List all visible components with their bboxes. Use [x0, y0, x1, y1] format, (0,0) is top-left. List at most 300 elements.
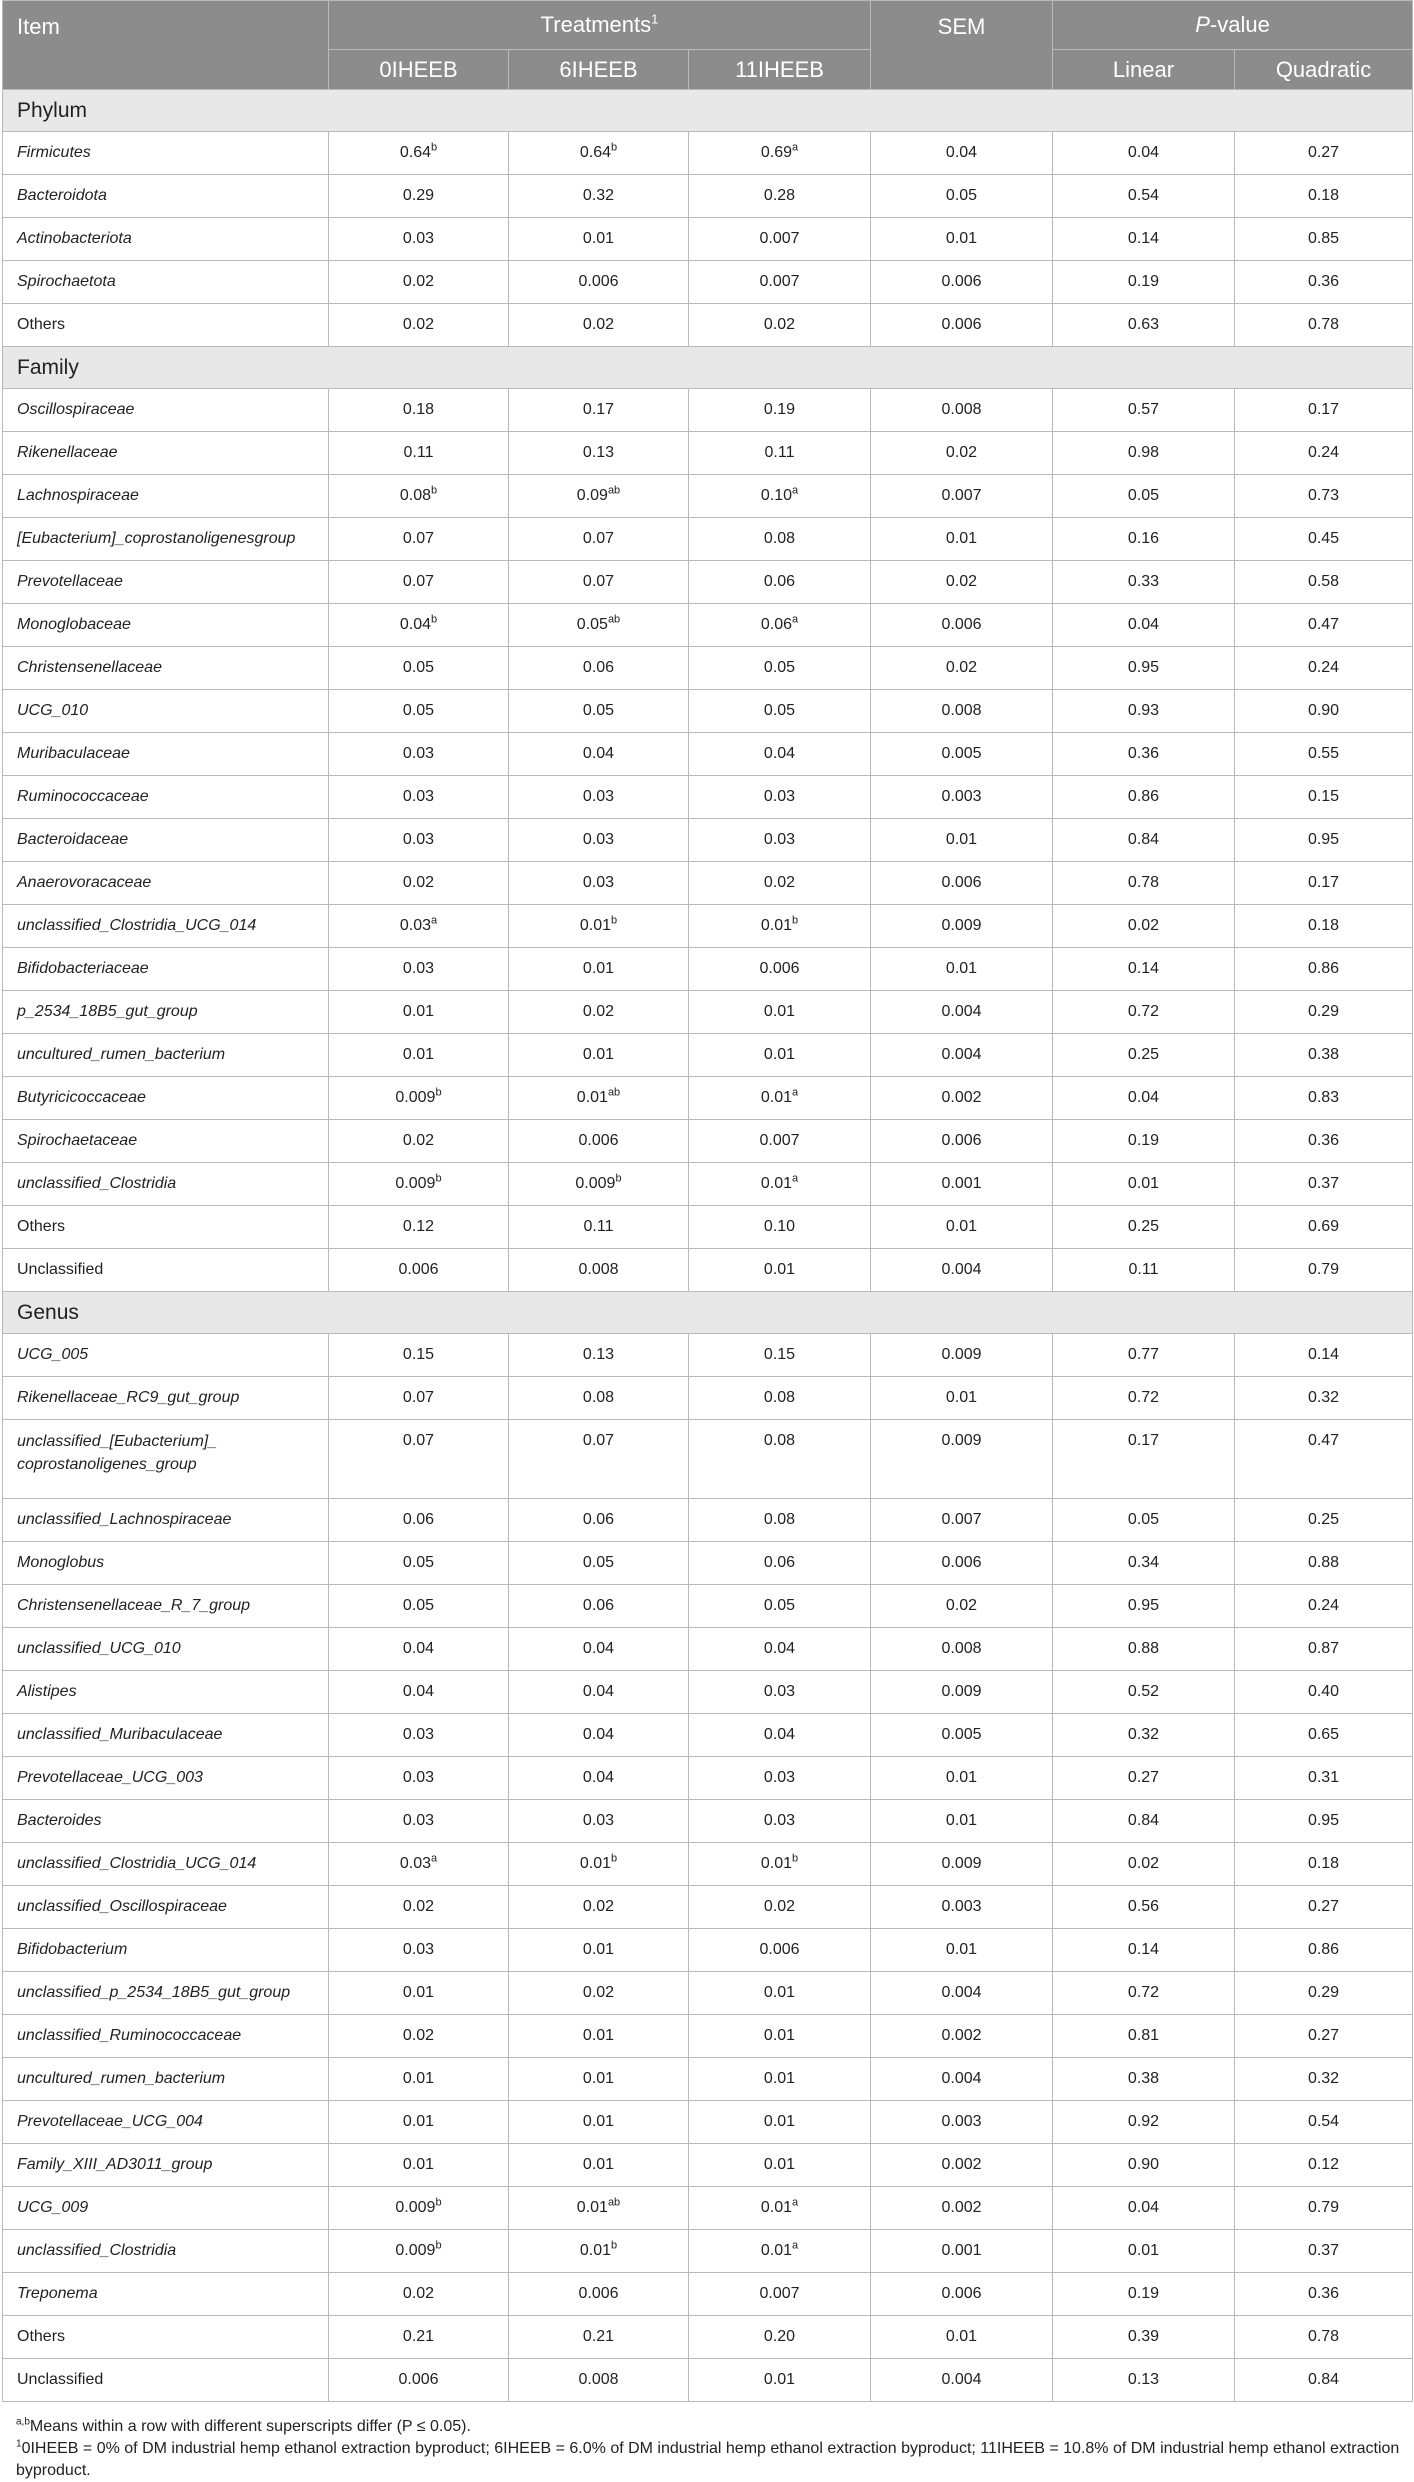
cell-superscript: a	[792, 1086, 799, 1099]
cell-quadratic	[1235, 175, 1413, 218]
cell-quadratic	[1235, 647, 1413, 690]
cell-6ihee	[509, 733, 689, 776]
cell-0ihee	[329, 1206, 509, 1249]
header-pvalue-rest: -value	[1209, 12, 1270, 37]
cell-quadratic	[1235, 389, 1413, 432]
cell-value: 0.81	[1127, 2027, 1160, 2044]
cell-value: 0.06	[760, 616, 792, 633]
cell-quadratic	[1235, 1334, 1413, 1377]
table-row	[3, 1714, 1413, 1757]
cell-value: 0.14	[1307, 1346, 1340, 1363]
cell-0ihee	[329, 1972, 509, 2015]
cell-quadratic	[1235, 905, 1413, 948]
header-col-6: 6IHEEB	[509, 50, 689, 90]
cell-value: 0.78	[1127, 874, 1160, 891]
cell-superscript: b	[611, 2239, 618, 2252]
cell-0ihee	[329, 819, 509, 862]
cell-6ihee	[509, 905, 689, 948]
cell-0ihee	[329, 991, 509, 1034]
row-label-text: Actinobacteriota	[17, 230, 132, 247]
cell-sem	[871, 2015, 1053, 2058]
cell-value: 0.01	[579, 1855, 611, 1872]
cell-value: 0.19	[1127, 1132, 1160, 1149]
cell-quadratic	[1235, 1206, 1413, 1249]
cell-value: 0.06	[582, 1511, 615, 1528]
cell-11ihee	[689, 1843, 871, 1886]
cell-value: 0.01	[582, 1046, 615, 1063]
cell-0ihee	[329, 1163, 509, 1206]
row-label-text: [Eubacterium]_coprostanoligenesgroup	[17, 530, 296, 547]
cell-0ihee	[329, 261, 509, 304]
cell-value: 0.01	[582, 230, 615, 247]
cell-superscript: ab	[607, 484, 621, 497]
cell-value: 0.83	[1307, 1089, 1340, 1106]
row-label	[3, 1929, 329, 1972]
cell-6ihee	[509, 1886, 689, 1929]
cell-value: 0.19	[763, 401, 796, 418]
cell-value: 0.72	[1127, 1003, 1160, 1020]
cell-value: 0.37	[1307, 2242, 1340, 2259]
cell-value: 0.29	[402, 187, 435, 204]
cell-value: 0.02	[402, 273, 435, 290]
cell-value: 0.008	[941, 1640, 982, 1657]
cell-quadratic	[1235, 1671, 1413, 1714]
cell-value: 0.05	[763, 659, 796, 676]
cell-value: 0.63	[1127, 316, 1160, 333]
cell-0ihee	[329, 2187, 509, 2230]
cell-value: 0.02	[402, 2027, 435, 2044]
cell-value: 0.03	[763, 788, 796, 805]
header-treatments	[329, 1, 871, 50]
cell-value: 0.006	[578, 273, 619, 290]
cell-6ihee	[509, 647, 689, 690]
cell-linear	[1053, 432, 1235, 475]
table-row	[3, 1120, 1413, 1163]
cell-value: 0.36	[1307, 1132, 1340, 1149]
table-row	[3, 218, 1413, 261]
row-label	[3, 1800, 329, 1843]
data-table	[2, 0, 1413, 2402]
cell-value: 0.52	[1127, 1683, 1160, 1700]
footnotes	[16, 2416, 1406, 2482]
cell-value: 0.07	[402, 573, 435, 590]
cell-linear	[1053, 2144, 1235, 2187]
table-row	[3, 561, 1413, 604]
cell-sem	[871, 819, 1053, 862]
row-label-text: Christensenellaceae_R_7_group	[17, 1597, 251, 1614]
cell-6ihee	[509, 1249, 689, 1292]
cell-value: 0.01	[760, 1089, 792, 1106]
table-row	[3, 1034, 1413, 1077]
cell-value: 0.01	[582, 1941, 615, 1958]
row-label-text: Prevotellaceae	[17, 573, 123, 590]
cell-value: 0.007	[759, 2285, 800, 2302]
row-label	[3, 1585, 329, 1628]
cell-value: 0.02	[945, 1597, 978, 1614]
cell-sem	[871, 1929, 1053, 1972]
cell-value: 0.01	[763, 2371, 796, 2388]
cell-sem	[871, 2230, 1053, 2273]
table-row	[3, 1420, 1413, 1499]
cell-value: 0.007	[759, 230, 800, 247]
cell-11ihee	[689, 1249, 871, 1292]
cell-linear	[1053, 1628, 1235, 1671]
cell-0ihee	[329, 776, 509, 819]
row-label-text: Monoglobaceae	[17, 616, 131, 633]
cell-quadratic	[1235, 991, 1413, 1034]
cell-value: 0.01	[402, 2113, 435, 2130]
cell-quadratic	[1235, 1886, 1413, 1929]
cell-6ihee	[509, 561, 689, 604]
cell-quadratic	[1235, 2015, 1413, 2058]
cell-value: 0.007	[759, 1132, 800, 1149]
cell-value: 0.01	[763, 2070, 796, 2087]
cell-value: 0.58	[1307, 573, 1340, 590]
cell-superscript: b	[435, 2196, 442, 2209]
cell-value: 0.21	[582, 2328, 615, 2345]
cell-value: 0.08	[763, 530, 796, 547]
row-label-text: Ruminococcaceae	[17, 788, 149, 805]
cell-value: 0.28	[763, 187, 796, 204]
cell-0ihee	[329, 1671, 509, 1714]
cell-quadratic	[1235, 776, 1413, 819]
cell-value: 0.03	[763, 1683, 796, 1700]
cell-value: 0.03	[582, 874, 615, 891]
cell-sem	[871, 905, 1053, 948]
cell-value: 0.04	[582, 1769, 615, 1786]
row-label-text: Others	[17, 316, 66, 333]
cell-value: 0.05	[763, 702, 796, 719]
cell-value: 0.006	[941, 2285, 982, 2302]
cell-6ihee	[509, 1972, 689, 2015]
cell-quadratic	[1235, 1628, 1413, 1671]
cell-6ihee	[509, 1334, 689, 1377]
cell-value: 0.02	[582, 1984, 615, 2001]
cell-value: 0.03	[402, 1812, 435, 1829]
cell-11ihee	[689, 432, 871, 475]
header-sem: SEM	[871, 1, 1053, 90]
cell-value: 0.006	[941, 273, 982, 290]
cell-value: 0.009	[395, 2199, 436, 2216]
cell-sem	[871, 1120, 1053, 1163]
cell-value: 0.009	[941, 1346, 982, 1363]
cell-superscript: b	[431, 141, 438, 154]
cell-0ihee	[329, 304, 509, 347]
cell-value: 0.07	[582, 573, 615, 590]
row-label	[3, 1671, 329, 1714]
cell-value: 0.18	[1307, 917, 1340, 934]
cell-value: 0.84	[1307, 2371, 1340, 2388]
cell-6ihee	[509, 304, 689, 347]
cell-superscript: a	[792, 141, 799, 154]
cell-11ihee	[689, 1800, 871, 1843]
cell-value: 0.03	[402, 1769, 435, 1786]
cell-sem	[871, 733, 1053, 776]
table-body	[3, 90, 1413, 2402]
row-label-text: UCG_010	[17, 702, 89, 719]
cell-value: 0.04	[1127, 616, 1160, 633]
cell-superscript: b	[611, 1852, 618, 1865]
row-label-text: unclassified_Oscillospiraceae	[17, 1898, 227, 1915]
cell-value: 0.19	[1127, 273, 1160, 290]
row-label-text: Spirochaetota	[17, 273, 116, 290]
cell-value: 0.13	[1127, 2371, 1160, 2388]
row-label	[3, 690, 329, 733]
cell-sem	[871, 261, 1053, 304]
table-row	[3, 1377, 1413, 1420]
cell-value: 0.04	[1127, 2199, 1160, 2216]
table-row	[3, 862, 1413, 905]
cell-value: 0.02	[582, 1003, 615, 1020]
cell-value: 0.02	[763, 1898, 796, 1915]
cell-11ihee	[689, 647, 871, 690]
cell-11ihee	[689, 389, 871, 432]
cell-linear	[1053, 1585, 1235, 1628]
cell-0ihee	[329, 1249, 509, 1292]
cell-value: 0.01	[763, 2113, 796, 2130]
cell-value: 0.15	[763, 1346, 796, 1363]
cell-quadratic	[1235, 2316, 1413, 2359]
row-label	[3, 1542, 329, 1585]
cell-6ihee	[509, 1120, 689, 1163]
cell-0ihee	[329, 218, 509, 261]
row-label-text: Unclassified	[17, 1261, 104, 1278]
cell-0ihee	[329, 862, 509, 905]
cell-value: 0.003	[941, 788, 982, 805]
cell-11ihee	[689, 1034, 871, 1077]
cell-value: 0.07	[402, 530, 435, 547]
cell-0ihee	[329, 561, 509, 604]
cell-value: 0.08	[399, 487, 431, 504]
cell-linear	[1053, 175, 1235, 218]
row-label	[3, 1499, 329, 1542]
cell-value: 0.47	[1307, 1432, 1340, 1449]
table-row	[3, 1886, 1413, 1929]
row-label-text: UCG_009	[17, 2199, 89, 2216]
cell-superscript: ab	[607, 613, 621, 626]
cell-quadratic	[1235, 432, 1413, 475]
cell-value: 0.01	[582, 2027, 615, 2044]
cell-0ihee	[329, 1377, 509, 1420]
footnote-1	[16, 2416, 1406, 2438]
cell-value: 0.11	[403, 444, 434, 461]
cell-value: 0.04	[1127, 1089, 1160, 1106]
table-row	[3, 2101, 1413, 2144]
cell-value: 0.04	[763, 745, 796, 762]
cell-value: 0.03	[399, 1855, 431, 1872]
cell-6ihee	[509, 819, 689, 862]
cell-value: 0.01	[402, 1046, 435, 1063]
row-label-text: unclassified_UCG_010	[17, 1640, 181, 1657]
cell-value: 0.004	[941, 2070, 982, 2087]
cell-value: 0.02	[402, 1898, 435, 1915]
cell-value: 0.04	[582, 745, 615, 762]
cell-value: 0.27	[1127, 1769, 1160, 1786]
cell-0ihee	[329, 1628, 509, 1671]
cell-11ihee	[689, 1886, 871, 1929]
cell-value: 0.01	[763, 1046, 796, 1063]
footnote-1-text: Means within a row with different superscripts differ (P ≤ 0.05).	[29, 2418, 471, 2435]
row-label-text: Bacteroidaceae	[17, 831, 129, 848]
cell-value: 0.11	[1128, 1261, 1159, 1278]
row-label-text: uncultured_rumen_bacterium	[17, 1046, 226, 1063]
cell-11ihee	[689, 991, 871, 1034]
cell-linear	[1053, 1499, 1235, 1542]
cell-value: 0.90	[1307, 702, 1340, 719]
cell-value: 0.36	[1127, 745, 1160, 762]
cell-value: 0.14	[1127, 230, 1160, 247]
row-label	[3, 1377, 329, 1420]
cell-value: 0.16	[1127, 530, 1160, 547]
cell-value: 0.57	[1127, 401, 1160, 418]
cell-value: 0.01	[763, 1261, 796, 1278]
cell-value: 0.38	[1127, 2070, 1160, 2087]
cell-value: 0.01	[763, 2027, 796, 2044]
table-row	[3, 518, 1413, 561]
cell-0ihee	[329, 905, 509, 948]
cell-quadratic	[1235, 2273, 1413, 2316]
cell-value: 0.04	[582, 1683, 615, 1700]
cell-value: 0.02	[582, 316, 615, 333]
section-row	[3, 90, 1413, 132]
cell-superscript: a	[792, 484, 799, 497]
cell-value: 0.06	[582, 1597, 615, 1614]
cell-value: 0.05	[1127, 487, 1160, 504]
cell-value: 0.84	[1127, 831, 1160, 848]
cell-linear	[1053, 2058, 1235, 2101]
cell-linear	[1053, 991, 1235, 1034]
cell-quadratic	[1235, 2230, 1413, 2273]
cell-value: 0.01	[402, 2070, 435, 2087]
cell-sem	[871, 776, 1053, 819]
cell-value: 0.05	[402, 1597, 435, 1614]
cell-quadratic	[1235, 304, 1413, 347]
row-label	[3, 1120, 329, 1163]
row-label-text: Muribaculaceae	[17, 745, 130, 762]
cell-value: 0.04	[402, 1683, 435, 1700]
cell-6ihee	[509, 1377, 689, 1420]
cell-value: 0.01	[945, 960, 978, 977]
cell-sem	[871, 175, 1053, 218]
row-label-text: Bifidobacterium	[17, 1941, 128, 1958]
row-label	[3, 905, 329, 948]
cell-0ihee	[329, 1542, 509, 1585]
cell-superscript: a	[792, 2239, 799, 2252]
header-treatments-sup: 1	[651, 11, 659, 27]
cell-sem	[871, 1542, 1053, 1585]
cell-value: 0.02	[763, 316, 796, 333]
cell-value: 0.06	[402, 1511, 435, 1528]
cell-quadratic	[1235, 1542, 1413, 1585]
cell-superscript: a	[792, 2196, 799, 2209]
cell-value: 0.01	[760, 1855, 792, 1872]
cell-6ihee	[509, 175, 689, 218]
cell-sem	[871, 518, 1053, 561]
cell-quadratic	[1235, 862, 1413, 905]
cell-sem	[871, 432, 1053, 475]
row-label-text: Prevotellaceae_UCG_004	[17, 2113, 203, 2130]
cell-superscript: a	[431, 1852, 438, 1865]
cell-0ihee	[329, 2316, 509, 2359]
cell-value: 0.006	[398, 2371, 439, 2388]
cell-quadratic	[1235, 948, 1413, 991]
cell-6ihee	[509, 1499, 689, 1542]
cell-linear	[1053, 733, 1235, 776]
cell-superscript: ab	[607, 2196, 621, 2209]
cell-value: 0.01	[1127, 1175, 1160, 1192]
cell-value: 0.01	[945, 1389, 978, 1406]
cell-value: 0.36	[1307, 273, 1340, 290]
cell-value: 0.04	[582, 1726, 615, 1743]
footnote-1-sup: a,b	[16, 2416, 30, 2428]
cell-value: 0.08	[763, 1511, 796, 1528]
cell-value: 0.009	[941, 1432, 982, 1449]
table-row	[3, 2144, 1413, 2187]
row-label-text: unclassified_Lachnospiraceae	[17, 1511, 232, 1528]
cell-value: 0.03	[763, 831, 796, 848]
cell-value: 0.98	[1127, 444, 1160, 461]
row-label-text: Prevotellaceae_UCG_003	[17, 1769, 203, 1786]
cell-0ihee	[329, 1714, 509, 1757]
row-label-text: Christensenellaceae	[17, 659, 162, 676]
cell-superscript: b	[611, 141, 618, 154]
cell-0ihee	[329, 1420, 509, 1499]
cell-value: 0.10	[763, 1218, 796, 1235]
row-label-text: Monoglobus	[17, 1554, 105, 1571]
cell-value: 0.008	[941, 401, 982, 418]
cell-value: 0.01	[582, 960, 615, 977]
cell-0ihee	[329, 132, 509, 175]
table-row	[3, 389, 1413, 432]
cell-value: 0.01	[402, 1984, 435, 2001]
cell-11ihee	[689, 948, 871, 991]
row-label-text: unclassified_Clostridia_UCG_014	[17, 917, 257, 934]
cell-6ihee	[509, 1206, 689, 1249]
cell-value: 0.01	[582, 2156, 615, 2173]
cell-quadratic	[1235, 1499, 1413, 1542]
cell-value: 0.05	[402, 659, 435, 676]
cell-value: 0.008	[578, 1261, 619, 1278]
row-label	[3, 1206, 329, 1249]
cell-value: 0.47	[1307, 616, 1340, 633]
cell-quadratic	[1235, 1163, 1413, 1206]
cell-value: 0.08	[582, 1389, 615, 1406]
table-row	[3, 1163, 1413, 1206]
cell-value: 0.02	[402, 874, 435, 891]
cell-sem	[871, 991, 1053, 1034]
row-label	[3, 475, 329, 518]
cell-value: 0.17	[1307, 401, 1340, 418]
cell-value: 0.009	[395, 1175, 436, 1192]
row-label	[3, 1628, 329, 1671]
cell-superscript: a	[792, 613, 799, 626]
cell-value: 0.95	[1127, 659, 1160, 676]
cell-value: 0.12	[402, 1218, 435, 1235]
cell-6ihee	[509, 1671, 689, 1714]
cell-linear	[1053, 561, 1235, 604]
row-label	[3, 304, 329, 347]
cell-6ihee	[509, 1034, 689, 1077]
cell-value: 0.37	[1307, 1175, 1340, 1192]
cell-value: 0.01	[760, 2242, 792, 2259]
section-title: Genus	[3, 1292, 1413, 1334]
cell-11ihee	[689, 1628, 871, 1671]
cell-value: 0.03	[582, 831, 615, 848]
cell-linear	[1053, 1377, 1235, 1420]
table-row	[3, 1800, 1413, 1843]
cell-linear	[1053, 389, 1235, 432]
cell-6ihee	[509, 604, 689, 647]
